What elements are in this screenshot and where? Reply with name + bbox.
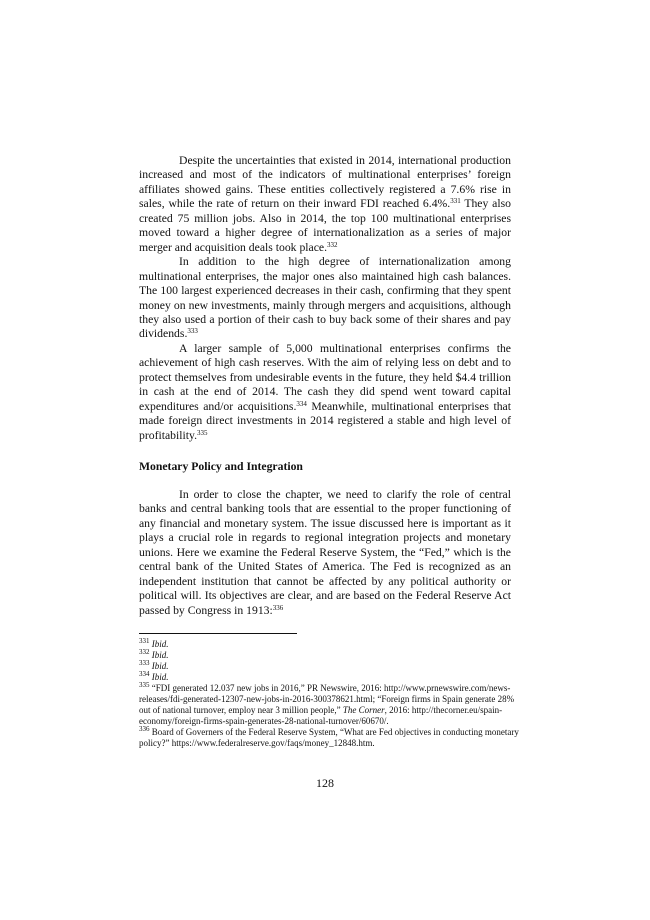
footnote [139, 672, 519, 683]
section-heading: Monetary Policy and Integration [139, 460, 303, 473]
footnote-separator [139, 633, 297, 634]
footnote [139, 683, 519, 727]
section-body-text [139, 488, 511, 618]
text-run: Meanwhile, multinational enterprises that made foreign direct investments in 2014 registered a stable and high level of profitability. [139, 399, 511, 442]
text-run: In addition to the high degree of internationalization among multinational enterprises, the major ones also maintained high cash balances. The 100 largest experienced decreases in their cash, confirming that they spent money on new investments, mainly through mergers and acquisitions, although they also used a portion of their cash to buy back some of their shares and pay dividends. [139, 255, 511, 341]
footnote-marker: 335 [139, 681, 150, 689]
footnote [139, 661, 519, 672]
footnote-marker: 331 [139, 637, 150, 645]
text-run: They also created 75 million jobs. Also in 2014, the top 100 multinational enterprises moved toward a higher degree of internationalization as a series of major merger and acquisition deals took place. [139, 197, 511, 254]
text-run: In order to close the chapter, we need to clarify the role of central banks and central banking tools that are essential to the proper functioning of any financial and monetary system. The issue discussed here is important as it plays a crucial role in regards to regional integration projects and monetary unions. Here we examine the Federal Reserve System, the “Fed,” which is the central bank of the United States of America. The Fed is recognized as an independent institution that cannot be affected by any political authority or political will. Its objectives are clear, and are based on the Federal Reserve Act passed by Congress in 1913: [139, 488, 511, 617]
footnote-marker: 331 [450, 197, 461, 206]
italic-text: Ibid. [151, 639, 169, 649]
italic-text: Ibid. [151, 650, 169, 660]
footnotes [139, 639, 519, 749]
page-number: 128 [316, 776, 334, 790]
footnote-marker: 333 [139, 659, 150, 667]
paragraph [139, 255, 511, 342]
footnote-marker: 336 [139, 725, 150, 733]
paragraph [139, 154, 511, 255]
footnote-marker: 335 [197, 428, 208, 437]
footnote-marker: 336 [272, 603, 284, 612]
italic-text: Ibid. [151, 661, 169, 671]
text-run: “FDI generated 12.037 new jobs in 2016,” PR Newswire, 2016: http://www.prnewswire.com/news-releases/fdi-generated-12307-new-jobs-in-2016-300378621.html; “Foreign firms in Spain generate 28% out of national turnover, employ near 3 million people,” [139, 683, 515, 715]
italic-text: The Corner [342, 705, 385, 715]
footnote [139, 639, 519, 650]
footnote [139, 727, 519, 749]
text-run: Despite the uncertainties that existed in 2014, international production increased and most of the indicators of multinational enterprises’ foreign affiliates showed gains. These entities collectively registered a 7.6% rise in sales, while the rate of return on their inward FDI reached 6.4%. [139, 154, 511, 211]
text-run: , 2016: http://thecorner.eu/spain-economy/foreign-firms-spain-generates-28-national-turnover/60670/. [139, 705, 503, 726]
text-run: Board of Governers of the Federal Reserve System, “What are Fed objectives in conducting monetary policy?” https://www.federalreserve.gov/faqs/money_12848.htm. [139, 727, 519, 748]
italic-text: Ibid. [151, 672, 169, 682]
paragraph [139, 488, 511, 618]
footnote-marker: 332 [327, 240, 338, 249]
text-run: A larger sample of 5,000 multinational enterprises confirms the achievement of high cash reserves. With the aim of relying less on debt and to protect themselves from undesirable events in the future, they held $4.4 trillion in cash at the end of 2014. The cash they did spend went toward capital expenditures and/or acquisitions. [139, 341, 511, 413]
body-text [139, 154, 511, 443]
footnote-marker: 334 [139, 670, 150, 678]
paragraph [139, 342, 511, 443]
footnote-marker: 334 [296, 399, 307, 408]
footnote [139, 650, 519, 661]
footnote-marker: 332 [139, 648, 150, 656]
footnote-marker: 333 [187, 327, 198, 336]
